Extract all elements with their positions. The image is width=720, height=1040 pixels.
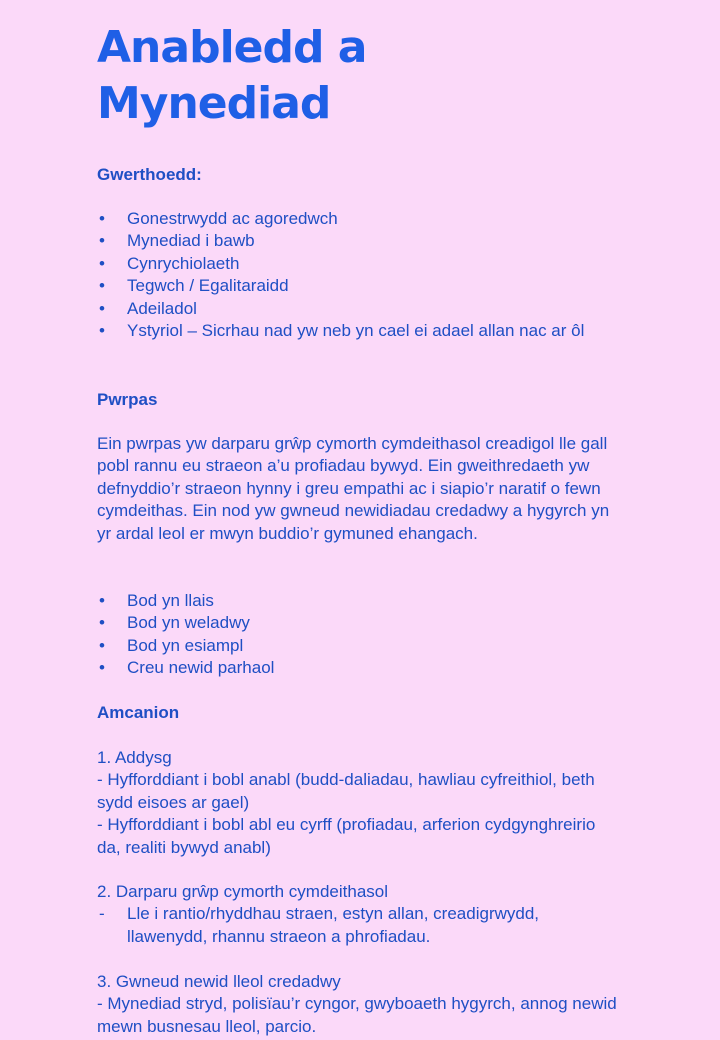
aim-1-title: 1. Addysg (97, 748, 172, 767)
list-item (97, 635, 637, 657)
bullet-icon: • (99, 298, 105, 318)
list-item-text: Bod yn esiampl (127, 635, 244, 655)
aims-heading: Amcanion (97, 703, 180, 722)
list-item (97, 253, 637, 275)
list-item-text: Tegwch / Egalitaraidd (127, 276, 289, 296)
bullet-icon: • (99, 321, 105, 341)
purpose-list (97, 590, 637, 680)
list-item (97, 230, 637, 252)
page-title-line-2: Mynediad (97, 78, 331, 129)
list-item-text: Bod yn weladwy (127, 613, 250, 633)
bullet-icon: • (99, 591, 105, 610)
aim-2 (97, 881, 617, 948)
bullet-icon: • (99, 613, 105, 633)
purpose-paragraph (97, 433, 627, 545)
dash-marker: - (99, 904, 105, 924)
list-item (97, 208, 637, 230)
list-item (97, 320, 617, 342)
list-item-text: Bod yn llais (127, 591, 214, 610)
bullet-icon: • (99, 253, 105, 273)
values-heading: Gwerthoedd: (97, 165, 202, 184)
bullet-icon: • (99, 231, 105, 251)
list-item (97, 612, 637, 634)
list-item (97, 590, 637, 612)
list-item (97, 298, 637, 320)
purpose-paragraph-text: Ein pwrpas yw darparu grŵp cymorth cymdeithasol creadigol lle gall pobl rannu eu straeon a’u profiadau bywyd. Ein gweithredaeth yw defnyddio’r straeon hynny i greu empathi ac i siapio’r naratif o fewn cymdeithas. Ein nod yw gwneud newidiadau credadwy a hygyrch yn yr ardal leol er mwyn buddio’r gymuned ehangach. (97, 434, 610, 543)
aim-2-title: 2. Darparu grŵp cymorth cymdeithasol (97, 882, 389, 901)
list-item-text: Creu newid parhaol (127, 658, 275, 678)
aim-1 (97, 747, 617, 859)
list-item (97, 657, 637, 679)
list-item (97, 275, 637, 297)
page-title (97, 20, 367, 132)
aim-3-title: 3. Gwneud newid lleol credadwy (97, 972, 341, 991)
aim-3 (97, 971, 627, 1038)
values-list (97, 208, 637, 342)
list-item-text: Ystyriol – Sicrhau nad yw neb yn cael ei adael allan nac ar ôl (127, 321, 585, 341)
list-item-text: Cynrychiolaeth (127, 253, 240, 273)
bullet-icon: • (99, 209, 105, 228)
page-title-line-1: Anabledd a (97, 22, 367, 73)
aim-2-item-text: Lle i rantio/rhyddhau straen, estyn allan, creadigrwydd, llawenydd, rhannu straeon a phrofiadau. (127, 904, 540, 946)
aim-3-line: - Mynediad stryd, polisïau’r cyngor, gwyboaeth hygyrch, annog newid mewn busnesau lleol, parcio. (97, 994, 617, 1036)
list-item-text: Gonestrwydd ac agoredwch (127, 209, 338, 228)
bullet-icon: • (99, 276, 105, 296)
aim-1-line-b: - Hyfforddiant i bobl abl eu cyrff (profiadau, arferion cydgynghreirio da, realiti bywyd anabl) (97, 815, 596, 857)
list-item-text: Adeiladol (127, 298, 197, 318)
aim-1-line-a: - Hyfforddiant i bobl anabl (budd-daliadau, hawliau cyfreithiol, beth sydd eisoes ar gael) (97, 770, 595, 812)
aim-2-item (97, 903, 617, 948)
list-item-text: Mynediad i bawb (127, 231, 255, 251)
purpose-heading: Pwrpas (97, 390, 158, 409)
bullet-icon: • (99, 658, 105, 678)
bullet-icon: • (99, 635, 105, 655)
